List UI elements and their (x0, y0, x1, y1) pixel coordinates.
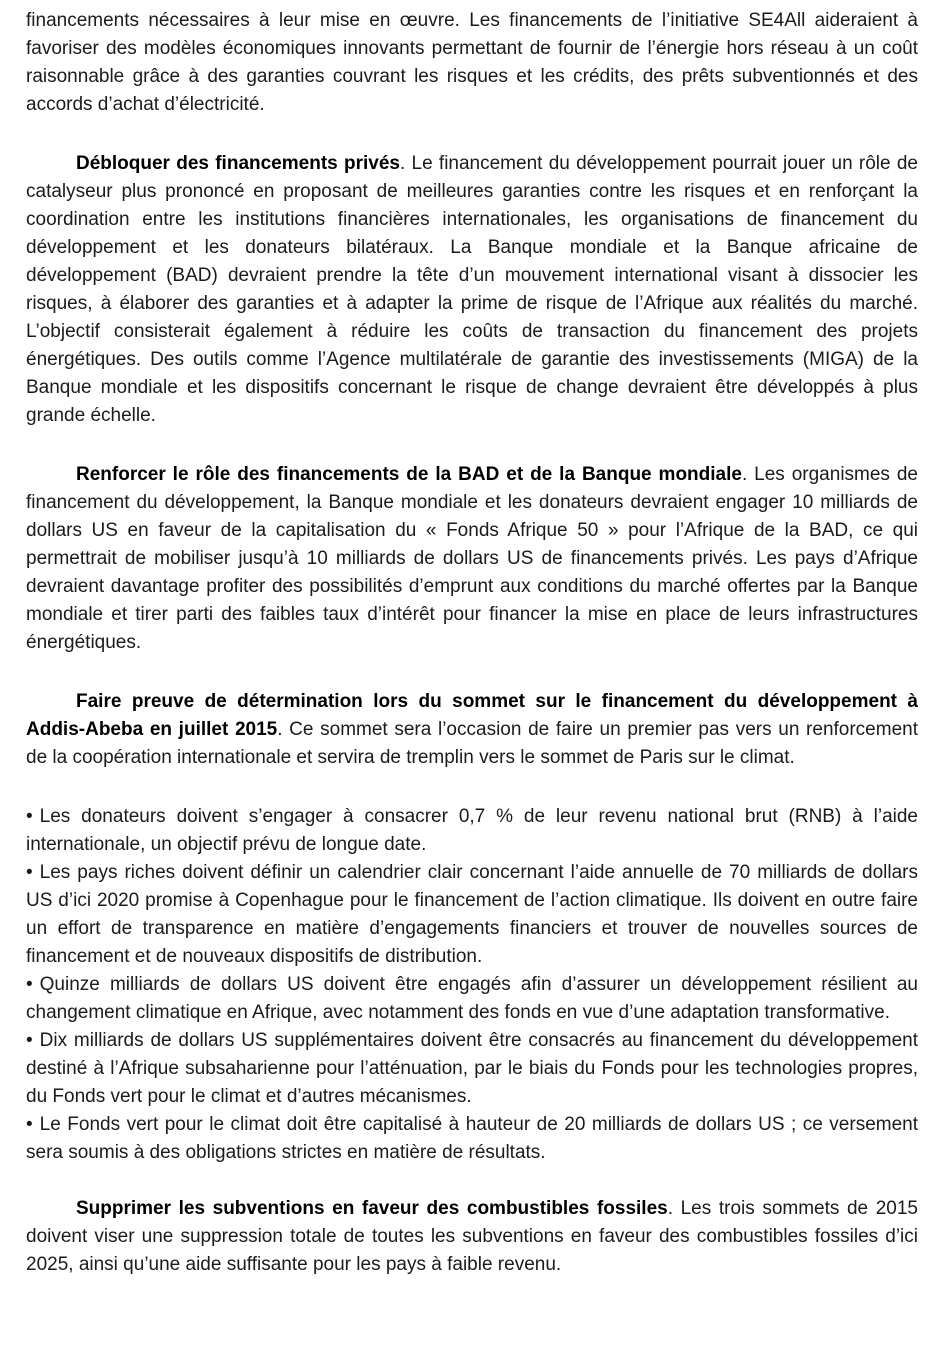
list-item-text: Dix milliards de dollars US supplémentaires doivent être consacrés au financement du développement destiné à l’Afrique subsaharienne pour l’atténuation, par le biais du Fonds pour les technologies propres, du Fonds vert pour le climat et d’autres mécanismes. (26, 1030, 918, 1107)
paragraph-bad-world-bank (26, 461, 918, 657)
list-item (26, 971, 918, 1027)
paragraph-lead: Renforcer le rôle des financements de la BAD et de la Banque mondiale (76, 464, 742, 485)
list-item (26, 859, 918, 971)
bullet-icon: • (26, 1030, 33, 1051)
list-item-text: Quinze milliards de dollars US doivent être engagés afin d’assurer un développement résilient au changement climatique en Afrique, avec notamment des fonds en vue d’une adaptation transformative. (26, 974, 918, 1023)
paragraph-text: . Les organismes de financement du développement, la Banque mondiale et les donateurs devraient engager 10 milliards de dollars US en faveur de la capitalisation du « Fonds Afrique 50 » pour l’Afrique de la BAD, ce qui permettrait de mobiliser jusqu’à 10 milliards de dollars US de financements privés. Les pays d’Afrique devraient davantage profiter des possibilités d’emprunt aux conditions du marché offertes par la Banque mondiale et tirer parti des faibles taux d’intérêt pour financer la mise en place de leurs infrastructures énergétiques. (26, 464, 918, 653)
paragraph-text: . Les trois sommets de 2015 doivent viser une suppression totale de toutes les subventions en faveur des combustibles fossiles d’ici 2025, ainsi qu’une aide suffisante pour les pays à faible revenu. (26, 1198, 918, 1275)
paragraph-fossil-subsidies (26, 1195, 918, 1279)
bullet-icon: • (26, 1114, 33, 1135)
list-item (26, 1027, 918, 1111)
list-item-text: Le Fonds vert pour le climat doit être capitalisé à hauteur de 20 milliards de dollars US ; ce versement sera soumis à des obligations strictes en matière de résultats. (26, 1114, 918, 1163)
paragraph-text: financements nécessaires à leur mise en œuvre. Les financements de l’initiative SE4All aideraient à favoriser des modèles économiques innovants permettant de fournir de l’énergie hors réseau à un coût raisonnable grâce à des garanties couvrant les risques et les crédits, des prêts subventionnés et des accords d’achat d’électricité. (26, 10, 918, 115)
list-item-text: Les donateurs doivent s’engager à consacrer 0,7 % de leur revenu national brut (RNB) à l’aide internationale, un objectif prévu de longue date. (26, 806, 918, 855)
paragraph-addis-abeba-summit (26, 688, 918, 772)
bullet-icon: • (26, 974, 33, 995)
paragraph-text: . Le financement du développement pourrait jouer un rôle de catalyseur plus prononcé en proposant de meilleures garanties contre les risques et en renforçant la coordination entre les institutions financières internationales, les organisations de financement du développement et les donateurs bilatéraux. La Banque mondiale et la Banque africaine de développement (BAD) devraient prendre la tête d’un mouvement international visant à dissocier les risques, à élaborer des garanties et à adapter la prime de risque de l’Afrique aux réalités du marché. L’objectif consisterait également à réduire les coûts de transaction du financement des projets énergétiques. Des outils comme l’Agence multilatérale de garantie des investissements (MIGA) de la Banque mondiale et les dispositifs concernant le risque de change devraient être développés à plus grande échelle. (26, 153, 918, 426)
paragraph-lead: Faire preuve de détermination lors du sommet sur le financement du développement à Addis-Abeba en juillet 2015 (26, 691, 918, 740)
bullet-icon: • (26, 862, 33, 883)
paragraph-lead: Débloquer des financements privés (76, 153, 400, 174)
paragraph-lead: Supprimer les subventions en faveur des combustibles fossiles (76, 1198, 668, 1219)
bullet-icon: • (26, 806, 33, 827)
paragraph-continuation (26, 7, 918, 119)
list-item (26, 803, 918, 859)
bullet-list (26, 803, 918, 1167)
paragraph-private-financing (26, 150, 918, 430)
list-item-text: Les pays riches doivent définir un calendrier clair concernant l’aide annuelle de 70 milliards de dollars US d’ici 2020 promise à Copenhague pour le financement de l’action climatique. Ils doivent en outre faire un effort de transparence en matière d’engagements financiers et trouver de nouvelles sources de financement et de nouveaux dispositifs de distribution. (26, 862, 918, 967)
list-item (26, 1111, 918, 1167)
paragraph-text: . Ce sommet sera l’occasion de faire un premier pas vers un renforcement de la coopération internationale et servira de tremplin vers le sommet de Paris sur le climat. (26, 719, 918, 768)
